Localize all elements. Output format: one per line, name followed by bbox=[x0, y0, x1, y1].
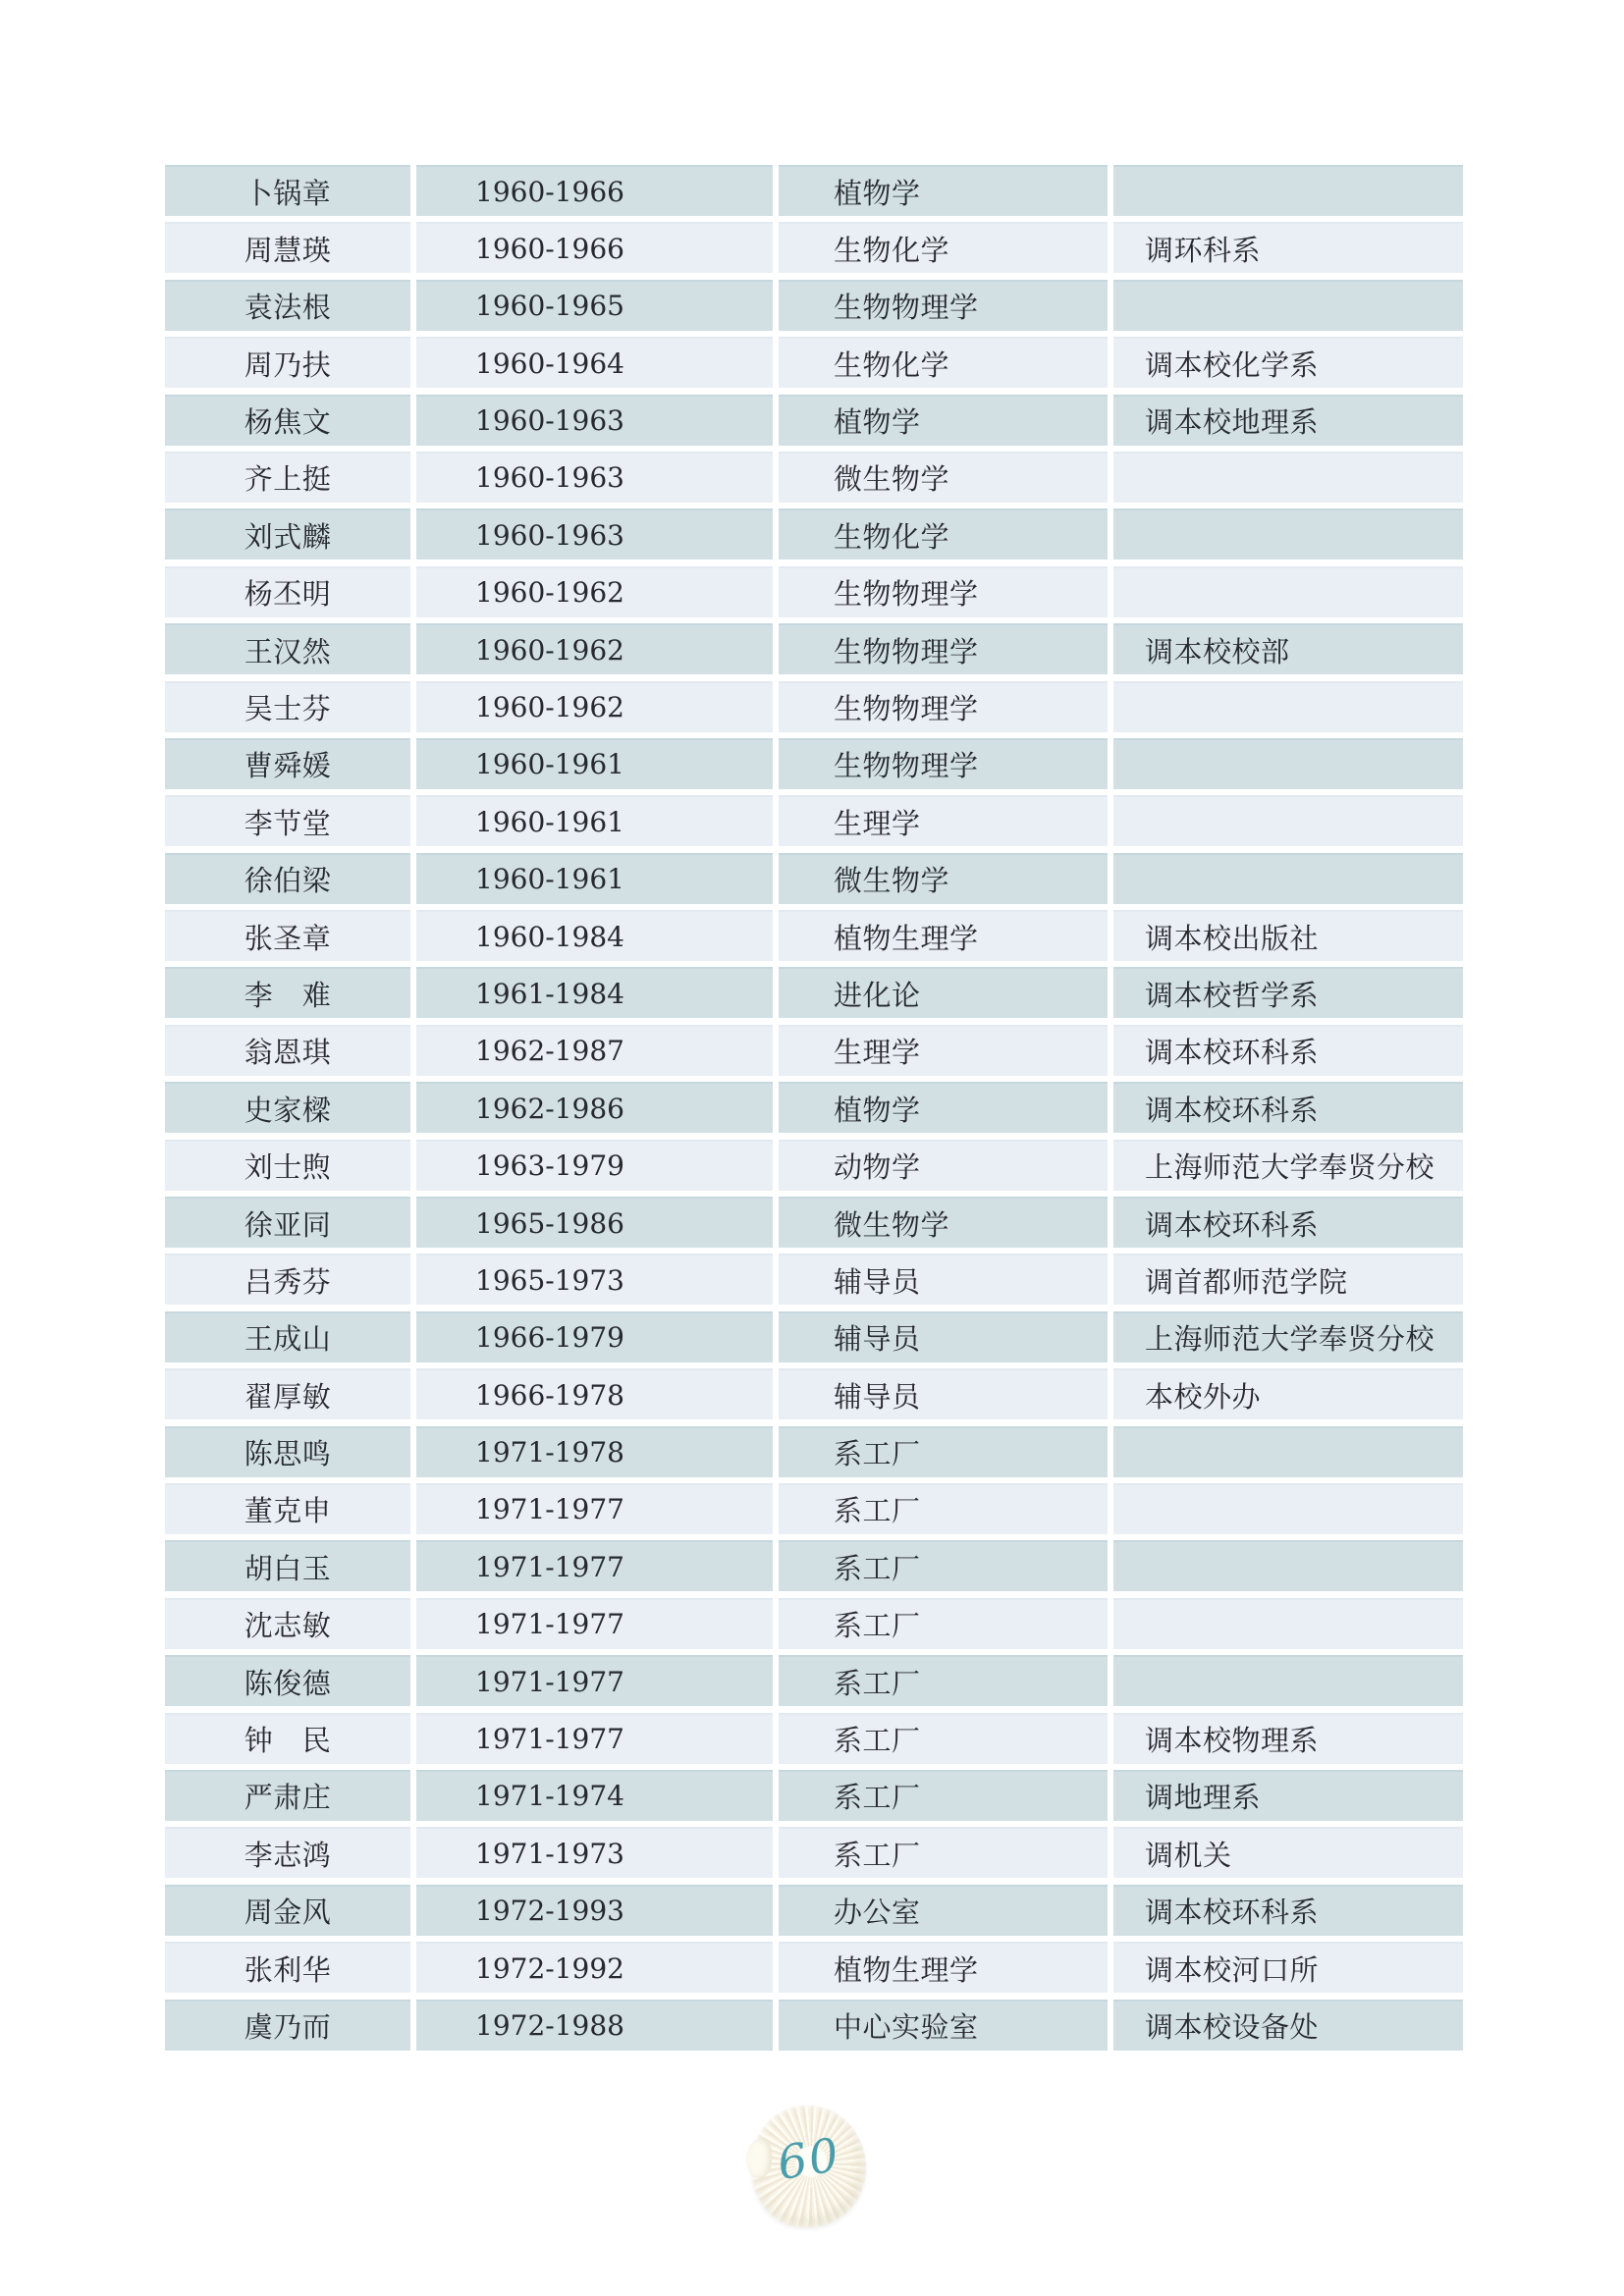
name-cell: 翁恩琪 bbox=[165, 1025, 410, 1076]
table-row bbox=[165, 738, 1463, 789]
remark-cell: 调本校校部 bbox=[1113, 623, 1463, 674]
years-cell: 1960-1963 bbox=[416, 452, 773, 503]
remark-cell: 调本校物理系 bbox=[1113, 1713, 1463, 1764]
remark-cell bbox=[1113, 1426, 1463, 1477]
remark-cell: 调地理系 bbox=[1113, 1770, 1463, 1821]
name-cell: 曹舜媛 bbox=[165, 738, 410, 789]
subject-cell: 微生物学 bbox=[779, 853, 1108, 904]
name-cell: 袁法根 bbox=[165, 280, 410, 331]
subject-cell: 系工厂 bbox=[779, 1426, 1108, 1477]
years-cell: 1972-1988 bbox=[416, 2000, 773, 2051]
name-cell: 周慧瑛 bbox=[165, 222, 410, 273]
table-row bbox=[165, 1025, 1463, 1076]
subject-cell: 植物生理学 bbox=[779, 1942, 1108, 1993]
name-cell: 严肃庄 bbox=[165, 1770, 410, 1821]
years-cell: 1960-1961 bbox=[416, 738, 773, 789]
table-row bbox=[165, 566, 1463, 617]
years-cell: 1971-1974 bbox=[416, 1770, 773, 1821]
subject-cell: 生物化学 bbox=[779, 222, 1108, 273]
remark-cell: 调本校哲学系 bbox=[1113, 967, 1463, 1018]
table-row bbox=[165, 1140, 1463, 1191]
name-cell: 吕秀芬 bbox=[165, 1254, 410, 1305]
table-row bbox=[165, 1082, 1463, 1133]
table-row bbox=[165, 395, 1463, 446]
remark-cell bbox=[1113, 566, 1463, 617]
table-row bbox=[165, 1540, 1463, 1591]
name-cell: 杨丕明 bbox=[165, 566, 410, 617]
table-row bbox=[165, 1598, 1463, 1649]
remark-cell: 本校外办 bbox=[1113, 1368, 1463, 1419]
remark-cell bbox=[1113, 1598, 1463, 1649]
table-row bbox=[165, 681, 1463, 732]
subject-cell: 生物物理学 bbox=[779, 681, 1108, 732]
subject-cell: 植物学 bbox=[779, 165, 1108, 216]
subject-cell: 微生物学 bbox=[779, 1197, 1108, 1248]
table-row bbox=[165, 623, 1463, 674]
name-cell: 王成山 bbox=[165, 1311, 410, 1362]
years-cell: 1960-1965 bbox=[416, 280, 773, 331]
table-row bbox=[165, 222, 1463, 273]
name-cell: 虞乃而 bbox=[165, 2000, 410, 2051]
table-row bbox=[165, 1885, 1463, 1936]
years-cell: 1960-1962 bbox=[416, 681, 773, 732]
subject-cell: 系工厂 bbox=[779, 1827, 1108, 1878]
table-row bbox=[165, 967, 1463, 1018]
subject-cell: 系工厂 bbox=[779, 1713, 1108, 1764]
years-cell: 1965-1973 bbox=[416, 1254, 773, 1305]
years-cell: 1962-1987 bbox=[416, 1025, 773, 1076]
subject-cell: 系工厂 bbox=[779, 1655, 1108, 1706]
name-cell: 李节堂 bbox=[165, 795, 410, 846]
years-cell: 1963-1979 bbox=[416, 1140, 773, 1191]
years-cell: 1960-1961 bbox=[416, 853, 773, 904]
years-cell: 1961-1984 bbox=[416, 967, 773, 1018]
years-cell: 1960-1966 bbox=[416, 165, 773, 216]
table-row bbox=[165, 280, 1463, 331]
table-row bbox=[165, 165, 1463, 216]
name-cell: 徐伯梁 bbox=[165, 853, 410, 904]
remark-cell: 调本校环科系 bbox=[1113, 1025, 1463, 1076]
table-row bbox=[165, 1942, 1463, 1993]
subject-cell: 生理学 bbox=[779, 1025, 1108, 1076]
table-row bbox=[165, 508, 1463, 560]
table-row bbox=[165, 853, 1463, 904]
name-cell: 刘士煦 bbox=[165, 1140, 410, 1191]
years-cell: 1960-1964 bbox=[416, 337, 773, 388]
name-cell: 李 难 bbox=[165, 967, 410, 1018]
subject-cell: 微生物学 bbox=[779, 452, 1108, 503]
remark-cell bbox=[1113, 452, 1463, 503]
table-row bbox=[165, 1713, 1463, 1764]
subject-cell: 中心实验室 bbox=[779, 2000, 1108, 2051]
remark-cell bbox=[1113, 1655, 1463, 1706]
years-cell: 1971-1977 bbox=[416, 1483, 773, 1534]
years-cell: 1971-1977 bbox=[416, 1655, 773, 1706]
table-row bbox=[165, 337, 1463, 388]
subject-cell: 生理学 bbox=[779, 795, 1108, 846]
subject-cell: 辅导员 bbox=[779, 1254, 1108, 1305]
subject-cell: 系工厂 bbox=[779, 1598, 1108, 1649]
table-row bbox=[165, 1655, 1463, 1706]
years-cell: 1960-1961 bbox=[416, 795, 773, 846]
subject-cell: 进化论 bbox=[779, 967, 1108, 1018]
years-cell: 1971-1977 bbox=[416, 1540, 773, 1591]
subject-cell: 生物物理学 bbox=[779, 280, 1108, 331]
subject-cell: 生物物理学 bbox=[779, 566, 1108, 617]
name-cell: 翟厚敏 bbox=[165, 1368, 410, 1419]
remark-cell bbox=[1113, 795, 1463, 846]
remark-cell: 调本校设备处 bbox=[1113, 2000, 1463, 2051]
name-cell: 张利华 bbox=[165, 1942, 410, 1993]
remark-cell: 上海师范大学奉贤分校 bbox=[1113, 1140, 1463, 1191]
name-cell: 杨焦文 bbox=[165, 395, 410, 446]
name-cell: 陈思鸣 bbox=[165, 1426, 410, 1477]
years-cell: 1971-1973 bbox=[416, 1827, 773, 1878]
shell-image bbox=[752, 2106, 866, 2227]
remark-cell: 调本校地理系 bbox=[1113, 395, 1463, 446]
remark-cell bbox=[1113, 681, 1463, 732]
years-cell: 1971-1978 bbox=[416, 1426, 773, 1477]
table-row bbox=[165, 2000, 1463, 2051]
remark-cell: 调本校环科系 bbox=[1113, 1197, 1463, 1248]
subject-cell: 生物化学 bbox=[779, 337, 1108, 388]
page-footer bbox=[0, 2101, 1624, 2238]
remark-cell bbox=[1113, 738, 1463, 789]
remark-cell: 调首都师范学院 bbox=[1113, 1254, 1463, 1305]
name-cell: 王汉然 bbox=[165, 623, 410, 674]
years-cell: 1971-1977 bbox=[416, 1713, 773, 1764]
subject-cell: 生物物理学 bbox=[779, 738, 1108, 789]
years-cell: 1966-1979 bbox=[416, 1311, 773, 1362]
remark-cell: 调环科系 bbox=[1113, 222, 1463, 273]
subject-cell: 系工厂 bbox=[779, 1770, 1108, 1821]
years-cell: 1960-1962 bbox=[416, 623, 773, 674]
table-row bbox=[165, 1426, 1463, 1477]
subject-cell: 植物生理学 bbox=[779, 910, 1108, 961]
years-cell: 1972-1993 bbox=[416, 1885, 773, 1936]
subject-cell: 生物物理学 bbox=[779, 623, 1108, 674]
table-row bbox=[165, 1254, 1463, 1305]
name-cell: 钟 民 bbox=[165, 1713, 410, 1764]
table-row bbox=[165, 1770, 1463, 1821]
years-cell: 1962-1986 bbox=[416, 1082, 773, 1133]
remark-cell: 调本校化学系 bbox=[1113, 337, 1463, 388]
years-cell: 1960-1963 bbox=[416, 508, 773, 560]
page-number: 60 bbox=[774, 2127, 844, 2191]
remark-cell bbox=[1113, 280, 1463, 331]
remark-cell bbox=[1113, 1540, 1463, 1591]
name-cell: 胡白玉 bbox=[165, 1540, 410, 1591]
subject-cell: 植物学 bbox=[779, 1082, 1108, 1133]
years-cell: 1966-1978 bbox=[416, 1368, 773, 1419]
years-cell: 1960-1984 bbox=[416, 910, 773, 961]
name-cell: 刘式麟 bbox=[165, 508, 410, 560]
remark-cell: 调本校环科系 bbox=[1113, 1082, 1463, 1133]
remark-cell: 调本校出版社 bbox=[1113, 910, 1463, 961]
name-cell: 齐上挺 bbox=[165, 452, 410, 503]
subject-cell: 植物学 bbox=[779, 395, 1108, 446]
table-row bbox=[165, 1311, 1463, 1362]
years-cell: 1960-1963 bbox=[416, 395, 773, 446]
table-row bbox=[165, 795, 1463, 846]
subject-cell: 生物化学 bbox=[779, 508, 1108, 560]
years-cell: 1971-1977 bbox=[416, 1598, 773, 1649]
table-row bbox=[165, 1368, 1463, 1419]
remark-cell: 调本校河口所 bbox=[1113, 1942, 1463, 1993]
remark-cell bbox=[1113, 165, 1463, 216]
remark-cell: 调机关 bbox=[1113, 1827, 1463, 1878]
remark-cell: 调本校环科系 bbox=[1113, 1885, 1463, 1936]
years-cell: 1965-1986 bbox=[416, 1197, 773, 1248]
remark-cell bbox=[1113, 853, 1463, 904]
subject-cell: 辅导员 bbox=[779, 1368, 1108, 1419]
table-row bbox=[165, 452, 1463, 503]
remark-cell bbox=[1113, 508, 1463, 560]
table-row bbox=[165, 1197, 1463, 1248]
faculty-roster-table bbox=[165, 165, 1463, 2051]
name-cell: 李志鸿 bbox=[165, 1827, 410, 1878]
subject-cell: 辅导员 bbox=[779, 1311, 1108, 1362]
subject-cell: 动物学 bbox=[779, 1140, 1108, 1191]
years-cell: 1960-1966 bbox=[416, 222, 773, 273]
name-cell: 周金风 bbox=[165, 1885, 410, 1936]
remark-cell: 上海师范大学奉贤分校 bbox=[1113, 1311, 1463, 1362]
name-cell: 董克申 bbox=[165, 1483, 410, 1534]
subject-cell: 系工厂 bbox=[779, 1483, 1108, 1534]
table-row bbox=[165, 910, 1463, 961]
remark-cell bbox=[1113, 1483, 1463, 1534]
name-cell: 史家樑 bbox=[165, 1082, 410, 1133]
name-cell: 张圣章 bbox=[165, 910, 410, 961]
years-cell: 1972-1992 bbox=[416, 1942, 773, 1993]
name-cell: 卜锅章 bbox=[165, 165, 410, 216]
subject-cell: 系工厂 bbox=[779, 1540, 1108, 1591]
name-cell: 沈志敏 bbox=[165, 1598, 410, 1649]
name-cell: 周乃扶 bbox=[165, 337, 410, 388]
table-row bbox=[165, 1483, 1463, 1534]
table-row bbox=[165, 1827, 1463, 1878]
years-cell: 1960-1962 bbox=[416, 566, 773, 617]
name-cell: 徐亚同 bbox=[165, 1197, 410, 1248]
subject-cell: 办公室 bbox=[779, 1885, 1108, 1936]
name-cell: 陈俊德 bbox=[165, 1655, 410, 1706]
name-cell: 吴士芬 bbox=[165, 681, 410, 732]
